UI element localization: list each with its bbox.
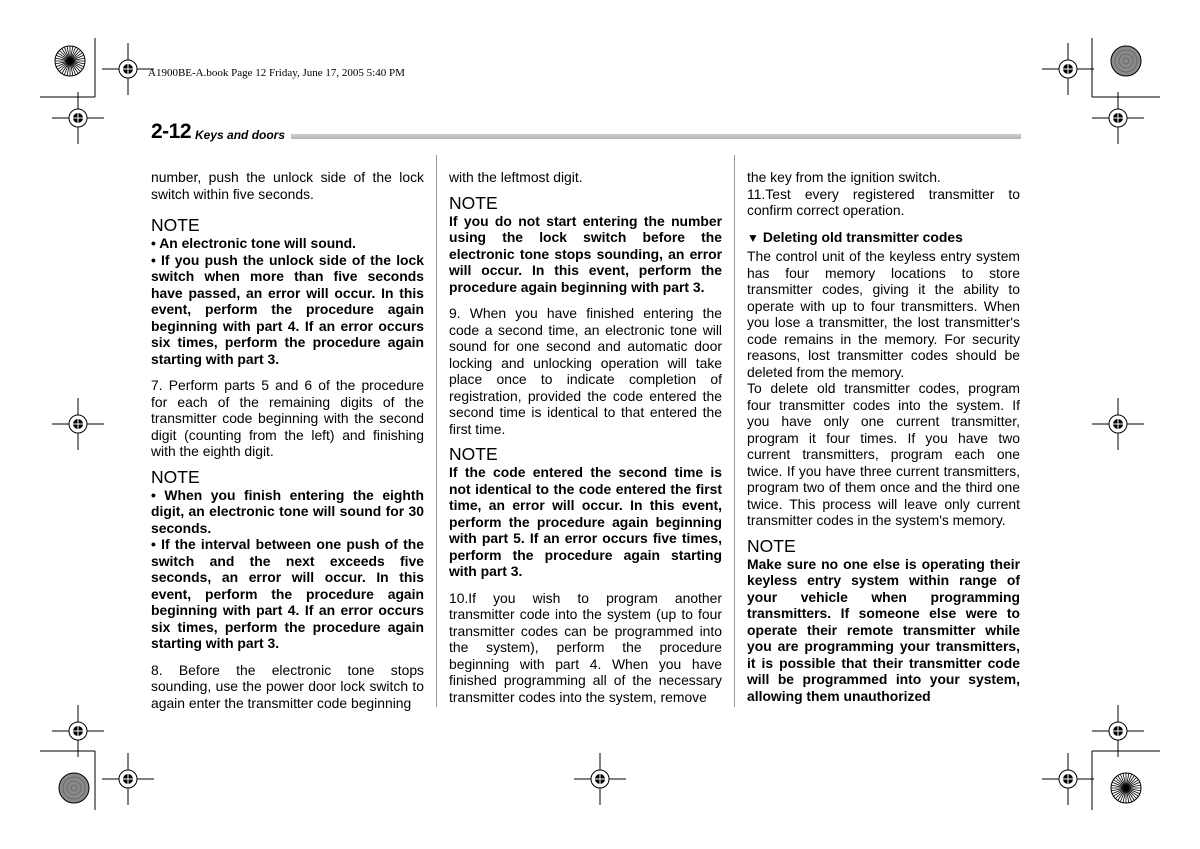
header-rule (291, 134, 1021, 139)
section-title: Keys and doors (195, 128, 286, 142)
column-2 (449, 169, 722, 705)
column-3 (747, 169, 1020, 704)
paragraph: the key from the ignition switch. (747, 169, 941, 185)
paragraph: To delete old transmitter codes, program four transmitter codes into the system. If you have only one current transmitter, program it four times. If you have two current transmitters, program each one twice. If you have three current transmitters, program two of them once and the third one twice. This process will leave only current transmitter codes in the system's memory. (747, 380, 1020, 528)
note-heading: NOTE (449, 444, 498, 464)
paragraph: with the leftmost digit. (449, 169, 583, 185)
subheading-text: Deleting old transmitter codes (762, 228, 963, 245)
note-bullet: • If you push the unlock side of the lock switch when more than five seconds have passed, an error will occur. In this event, perform the procedure again beginning with part 4. If an error occurs six times, perform the procedure again starting with part 3. (151, 251, 424, 367)
note-bullet: • If the interval between one push of the switch and the next exceeds five seconds, an error will occur. In this event, perform the procedure again beginning with part 4. If an error occurs six times, perform the procedure again starting with part 3. (151, 536, 424, 651)
note-heading: NOTE (151, 215, 200, 235)
note-bullet: • An electronic tone will sound. (151, 235, 357, 251)
note-heading: NOTE (747, 535, 796, 556)
note-heading: NOTE (449, 192, 498, 213)
page-header (151, 122, 1021, 146)
note-text: Make sure no one else is operating their keyless entry system within range of your vehicle when programming transmitters. If someone else were to operate their remote transmitter while you are programming your transmitters, it is possible that their transmitter code will be programmed into your system, allowing them unauthorized (747, 555, 1020, 704)
column-divider-2 (734, 155, 735, 707)
note-text: If you do not start entering the number using the lock switch before the electronic tone stops sounding, an error will occur. In this event, perform the procedure again beginning with part 3. (449, 212, 722, 295)
paragraph: 11.Test every registered transmitter to confirm correct operation. (747, 185, 1020, 218)
note-text: If the code entered the second time is not identical to the code entered the first time, an error will occur. In this event, perform the procedure again beginning with part 5. If an error occurs five times, perform the procedure again starting with part 3. (449, 464, 722, 579)
paragraph: 7. Perform parts 5 and 6 of the procedure for each of the remaining digits of the transmitter code beginning with the second digit (counting from the left) and finishing with the eighth digit. (151, 377, 424, 459)
print-slug: A1900BE-A.book Page 12 Friday, June 17, 2005 5:40 PM (148, 67, 405, 79)
paragraph: The control unit of the keyless entry system has four memory locations to store transmitter codes, giving it the ability to operate with up to four transmitters. When you lose a transmitter, the lost transmitter's code remains in the memory. For security reasons, lost transmitter codes should be deleted from the memory. (747, 248, 1020, 380)
column-divider-1 (436, 155, 437, 707)
subheading (747, 229, 1020, 247)
column-1 (151, 169, 424, 711)
triangle-down-icon: ▼ (747, 230, 759, 245)
paragraph: 10.If you wish to program another transmitter code into the system (up to four transmitter codes can be programmed into the system), perform the procedure beginning with part 4. When you have finished programming all of the necessary transmitter codes into the system, remove (449, 589, 722, 705)
page-number: 2-12 (151, 120, 192, 143)
paragraph: 8. Before the electronic tone stops sounding, use the power door lock switch to again enter the transmitter code beginning (151, 661, 424, 711)
paragraph: 9. When you have finished entering the code a second time, an electronic tone will sound for one second and automatic door locking and unlocking operation will take place once to indicate completion of registration, provided the code entered the second time is identical to that entered the first time. (449, 305, 722, 437)
note-heading: NOTE (151, 466, 200, 487)
note-bullet: • When you finish entering the eighth digit, an electronic tone will sound for 30 seconds. (151, 486, 424, 536)
paragraph: number, push the unlock side of the lock switch within five seconds. (151, 169, 424, 202)
